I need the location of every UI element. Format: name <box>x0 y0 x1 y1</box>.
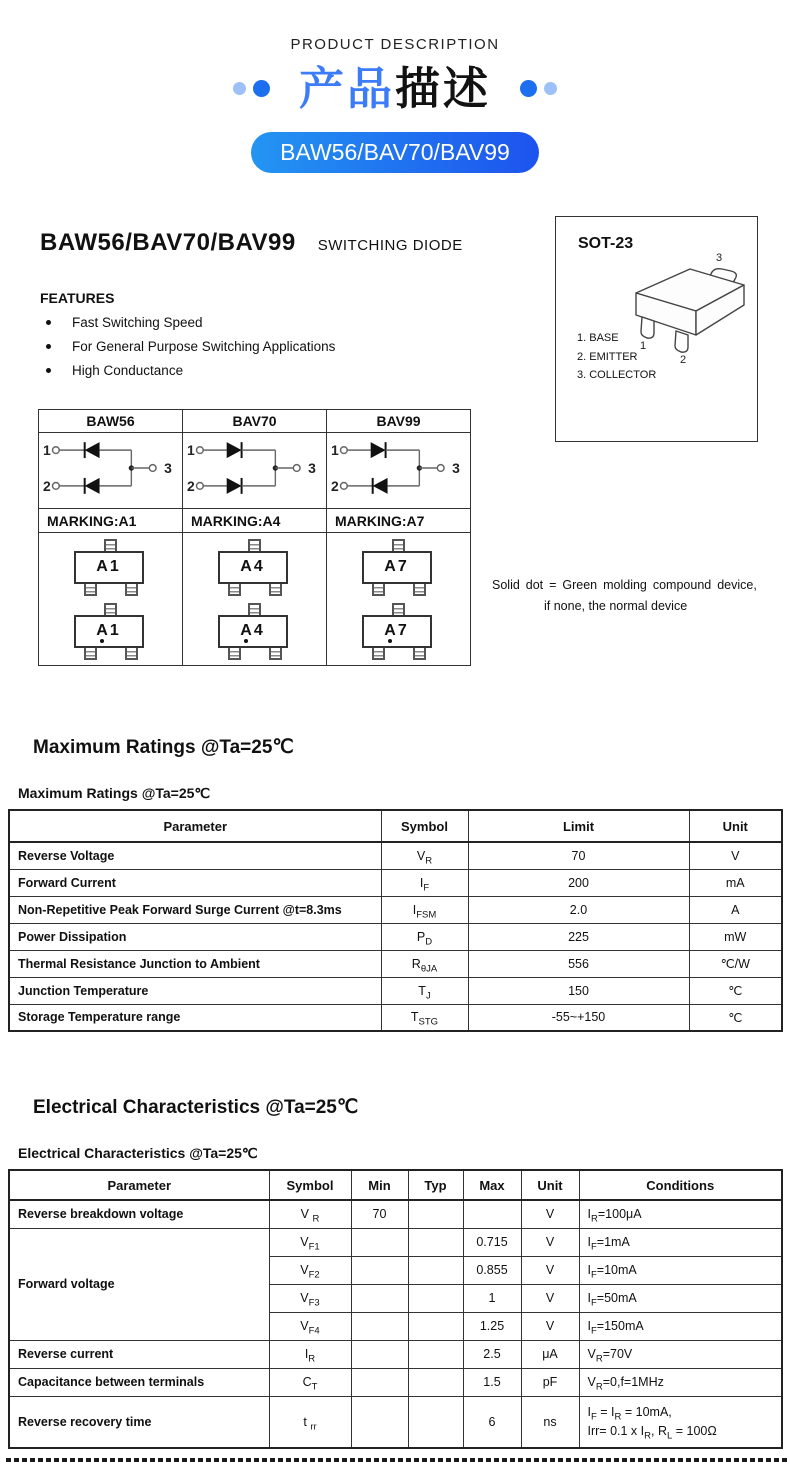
pin-number-label: 2 <box>680 354 687 366</box>
unit-cell: V <box>521 1256 579 1284</box>
limit-cell: 70 <box>468 842 689 869</box>
table-row <box>9 950 782 977</box>
part-title-line <box>40 229 555 257</box>
min-cell <box>351 1368 408 1396</box>
table-row <box>9 1368 782 1396</box>
package-marking-cell <box>183 533 327 666</box>
symbol-cell: $V_{F3}$ <box>269 1284 351 1312</box>
pin-number-label: 1 <box>640 340 647 352</box>
schematic-cell <box>327 433 471 509</box>
schematic-cell <box>39 433 183 509</box>
table-row <box>9 923 782 950</box>
package-pin-icon <box>372 582 385 596</box>
pin-number-label: 3 <box>716 252 723 264</box>
table-row <box>39 533 471 666</box>
symbol-cell: $I_{FSM}$ <box>381 896 468 923</box>
baw56-schematic-icon <box>39 433 182 503</box>
conditions-cell <box>579 1396 782 1448</box>
table-row <box>9 869 782 896</box>
package-top-view-icon <box>349 538 449 597</box>
unit-cell: pF <box>521 1368 579 1396</box>
chinese-title-blue: 产品 <box>298 62 395 114</box>
min-cell <box>351 1228 408 1256</box>
parameter-cell: Storage Temperature range <box>9 1004 381 1031</box>
package-pin-icon <box>269 582 282 596</box>
table-row <box>9 896 782 923</box>
unit-cell: A <box>689 896 782 923</box>
marking-label: MARKING:A7 <box>327 509 471 533</box>
limit-cell: -55~+150 <box>468 1004 689 1031</box>
table-row <box>9 1228 782 1256</box>
svg-text:3: 3 <box>164 459 172 476</box>
typ-cell <box>408 1200 463 1228</box>
marking-code: A1 <box>96 558 121 575</box>
pin-legend-item: 2. EMITTER <box>577 350 638 363</box>
column-header: Unit <box>689 810 782 842</box>
max-cell: 1 <box>463 1284 521 1312</box>
max-cell: 2.5 <box>463 1340 521 1368</box>
unit-cell: ℃ <box>689 1004 782 1031</box>
package-pin-icon <box>125 582 138 596</box>
package-pin-icon <box>84 582 97 596</box>
package-pin-icon <box>413 582 426 596</box>
max-ratings-table <box>8 809 783 1032</box>
package-top-view-icon <box>205 538 305 597</box>
package-marking-cell <box>39 533 183 666</box>
symbol-cell: $T_J$ <box>381 977 468 1004</box>
feature-text: Fast Switching Speed <box>72 315 203 330</box>
list-item <box>40 339 555 354</box>
feature-text: High Conductance <box>72 363 184 378</box>
unit-cell: V <box>521 1284 579 1312</box>
column-header: Symbol <box>381 810 468 842</box>
svg-text:2: 2 <box>186 477 195 494</box>
conditions-cell: $V_R=70V$ <box>579 1340 782 1368</box>
conditions-line: $I_F = I_R = 10mA$, <box>587 1404 672 1423</box>
conditions-cell: $I_F=1mA$ <box>579 1228 782 1256</box>
pin-legend-item: 1. BASE <box>577 332 619 344</box>
features-list <box>40 315 555 378</box>
decor-dot-icon <box>233 82 246 95</box>
column-header: Unit <box>521 1170 579 1200</box>
package-marking-cell <box>327 533 471 666</box>
schematic-cell <box>183 433 327 509</box>
max-ratings-heading: Maximum Ratings @Ta=25℃ <box>33 737 294 758</box>
table-row <box>9 1340 782 1368</box>
note-line: Solid dot = Green molding compound device, <box>492 578 757 592</box>
conditions-cell: $I_F=10mA$ <box>579 1256 782 1284</box>
typ-cell <box>408 1256 463 1284</box>
dashed-separator <box>6 1458 790 1462</box>
table-row <box>39 509 471 533</box>
decor-dot-icon <box>253 80 270 97</box>
part-number-pill: BAW56/BAV70/BAV99 <box>251 132 539 173</box>
min-cell <box>351 1340 408 1368</box>
features-heading: FEATURES <box>40 290 115 306</box>
electrical-table <box>8 1169 783 1449</box>
table-header-row <box>9 1170 782 1200</box>
package-pin-icon <box>228 646 241 660</box>
column-header: Limit <box>468 810 689 842</box>
package-top-view-green-icon <box>349 602 449 661</box>
unit-cell: μA <box>521 1340 579 1368</box>
electrical-heading: Electrical Characteristics @Ta=25℃ <box>33 1097 359 1118</box>
typ-cell <box>408 1228 463 1256</box>
typ-cell <box>408 1368 463 1396</box>
note-line: if none, the normal device <box>544 599 688 613</box>
conditions-cell: $I_F=50mA$ <box>579 1284 782 1312</box>
table-row <box>9 977 782 1004</box>
green-compound-dot-icon <box>100 639 104 643</box>
table-row <box>9 1200 782 1228</box>
bullet-icon <box>46 368 51 373</box>
parameter-cell: Junction Temperature <box>9 977 381 1004</box>
typ-cell <box>408 1284 463 1312</box>
conditions-cell: $V_R=0,f=1MHz$ <box>579 1368 782 1396</box>
eyebrow-text: PRODUCT DESCRIPTION <box>290 36 500 53</box>
column-header: Conditions <box>579 1170 782 1200</box>
conditions-line: Irr= 0.1 x $I_R$, $R_L = 100\Omega$ <box>587 1423 717 1442</box>
max-cell: 0.855 <box>463 1256 521 1284</box>
unit-cell: mW <box>689 923 782 950</box>
page-header <box>0 0 790 173</box>
conditions-cell: $I_R=100\mu A$ <box>579 1200 782 1228</box>
list-item <box>40 315 555 330</box>
unit-cell: mA <box>689 869 782 896</box>
limit-cell: 556 <box>468 950 689 977</box>
bav70-schematic-icon <box>183 433 326 503</box>
symbol-cell: t $_{rr}$ <box>269 1396 351 1448</box>
max-cell: 0.715 <box>463 1228 521 1256</box>
variant-name: BAV70 <box>183 410 327 433</box>
max-cell: 1.5 <box>463 1368 521 1396</box>
min-cell <box>351 1396 408 1448</box>
svg-text:2: 2 <box>42 477 51 494</box>
symbol-cell: $V_{F4}$ <box>269 1312 351 1340</box>
symbol-cell: $V_R$ <box>381 842 468 869</box>
chinese-title-black: 描述 <box>395 62 492 114</box>
bullet-icon <box>46 344 51 349</box>
unit-cell: ns <box>521 1396 579 1448</box>
symbol-cell: $P_D$ <box>381 923 468 950</box>
bav99-schematic-icon <box>327 433 470 503</box>
parameter-cell: Thermal Resistance Junction to Ambient <box>9 950 381 977</box>
pin-legend-item: 3. COLLECTOR <box>577 369 657 381</box>
variants-table <box>38 409 471 666</box>
package-name: SOT-23 <box>578 235 634 252</box>
parameter-cell: Reverse Voltage <box>9 842 381 869</box>
variant-name: BAW56 <box>39 410 183 433</box>
max-cell <box>463 1200 521 1228</box>
min-cell <box>351 1312 408 1340</box>
max-cell: 1.25 <box>463 1312 521 1340</box>
symbol-cell: $I_F$ <box>381 869 468 896</box>
pin-legend <box>577 329 656 385</box>
unit-cell: V <box>521 1312 579 1340</box>
typ-cell <box>408 1396 463 1448</box>
parameter-cell: Forward Current <box>9 869 381 896</box>
svg-text:1: 1 <box>330 442 339 459</box>
package-pin-icon <box>372 646 385 660</box>
green-compound-dot-icon <box>388 639 392 643</box>
package-top-view-icon <box>61 538 161 597</box>
max-cell: 6 <box>463 1396 521 1448</box>
package-pin-icon <box>84 646 97 660</box>
unit-cell: V <box>521 1200 579 1228</box>
unit-cell: ℃/W <box>689 950 782 977</box>
page-title <box>0 59 790 117</box>
marking-code: A1 <box>96 622 121 639</box>
column-header: Min <box>351 1170 408 1200</box>
variant-name: BAV99 <box>327 410 471 433</box>
part-subtitle: SWITCHING DIODE <box>317 237 463 254</box>
svg-text:2: 2 <box>330 477 339 494</box>
decor-dot-icon <box>544 82 557 95</box>
limit-cell: 200 <box>468 869 689 896</box>
green-compound-dot-icon <box>244 639 248 643</box>
parameter-cell: Reverse breakdown voltage <box>9 1200 269 1228</box>
part-title: BAW56/BAV70/BAV99 <box>40 229 296 256</box>
column-header: Max <box>463 1170 521 1200</box>
limit-cell: 2.0 <box>468 896 689 923</box>
chinese-title <box>298 62 492 114</box>
typ-cell <box>408 1340 463 1368</box>
max-ratings-subheading: Maximum Ratings @Ta=25℃ <box>18 785 211 801</box>
parameter-cell: Capacitance between terminals <box>9 1368 269 1396</box>
unit-cell: V <box>689 842 782 869</box>
symbol-cell: $V_{F2}$ <box>269 1256 351 1284</box>
decor-dot-icon <box>520 80 537 97</box>
marking-code: A4 <box>240 622 265 639</box>
package-pin-icon <box>228 582 241 596</box>
parameter-cell: Reverse current <box>9 1340 269 1368</box>
package-top-view-green-icon <box>205 602 305 661</box>
typ-cell <box>408 1312 463 1340</box>
table-row <box>39 433 471 509</box>
package-pin-icon <box>269 646 282 660</box>
svg-text:1: 1 <box>42 442 51 459</box>
parameter-cell: Power Dissipation <box>9 923 381 950</box>
parameter-cell: Forward voltage <box>9 1228 269 1340</box>
electrical-subheading: Electrical Characteristics @Ta=25℃ <box>18 1145 258 1161</box>
table-row <box>9 1396 782 1448</box>
min-cell: 70 <box>351 1200 408 1228</box>
column-header: Symbol <box>269 1170 351 1200</box>
marking-code: A4 <box>240 558 265 575</box>
parameter-cell: Reverse recovery time <box>9 1396 269 1448</box>
package-top-view-green-icon <box>61 602 161 661</box>
package-pin-icon <box>413 646 426 660</box>
symbol-cell: $I_R$ <box>269 1340 351 1368</box>
package-pin-icon <box>125 646 138 660</box>
min-cell <box>351 1256 408 1284</box>
solid-dot-note <box>492 575 757 617</box>
conditions-cell: $I_F=150mA$ <box>579 1312 782 1340</box>
marking-code: A7 <box>384 622 409 639</box>
unit-cell: V <box>521 1228 579 1256</box>
bullet-icon <box>46 320 51 325</box>
unit-cell: ℃ <box>689 977 782 1004</box>
min-cell <box>351 1284 408 1312</box>
feature-text: For General Purpose Switching Applications <box>72 339 336 354</box>
symbol-cell: $R_{\theta JA}$ <box>381 950 468 977</box>
variants-section <box>0 409 790 666</box>
column-header: Parameter <box>9 1170 269 1200</box>
table-row <box>9 842 782 869</box>
parameter-cell: Non-Repetitive Peak Forward Surge Current @t=8.3ms <box>9 896 381 923</box>
marking-label: MARKING:A4 <box>183 509 327 533</box>
limit-cell: 150 <box>468 977 689 1004</box>
table-header-row <box>9 810 782 842</box>
symbol-cell: V $_R$ <box>269 1200 351 1228</box>
symbol-cell: $C_T$ <box>269 1368 351 1396</box>
marking-code: A7 <box>384 558 409 575</box>
table-row <box>39 410 471 433</box>
svg-text:3: 3 <box>452 459 460 476</box>
column-header: Parameter <box>9 810 381 842</box>
svg-text:3: 3 <box>308 459 316 476</box>
marking-label: MARKING:A1 <box>39 509 183 533</box>
symbol-cell: $T_{STG}$ <box>381 1004 468 1031</box>
limit-cell: 225 <box>468 923 689 950</box>
column-header: Typ <box>408 1170 463 1200</box>
table-row <box>9 1004 782 1031</box>
svg-text:1: 1 <box>186 442 195 459</box>
list-item <box>40 363 555 378</box>
symbol-cell: $V_{F1}$ <box>269 1228 351 1256</box>
